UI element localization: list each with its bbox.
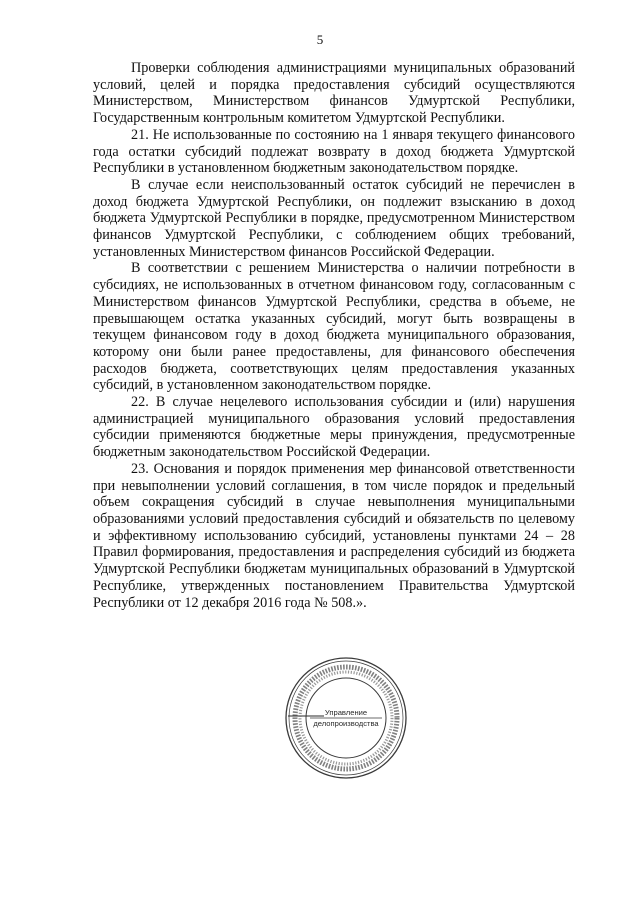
- paragraph-control: Проверки соблюдения администрациями муниципальных образований условий, целей и порядка предоставления субсидий осуществляются Министерством, Министерством финансов Удмуртской Республики, Государственным контрольным комитетом Удмуртской Республики.: [93, 60, 575, 127]
- paragraph-item-21: 21. Не использованные по состоянию на 1 января текущего финансового года остатки субсидий подлежат возврату в доход бюджета Удмуртской Республики в установленном бюджетным законодательством порядке.: [93, 126, 575, 177]
- paragraph-return: В соответствии с решением Министерства о наличии потребности в субсидиях, не использованных в отчетном финансовом году, согласованным с Министерством финансов Удмуртской Республики, средства в объеме, не превышающем остатка указанных субсидий, могут быть возвращены в текущем финансовом году в доход бюджета муниципального образования, которому они были ранее предоставлены, для финансового обеспечения расходов бюджета, соответствующих целям предоставления указанных субсидий, в установленном законодательством порядке.: [93, 260, 575, 394]
- paragraph-recovery: В случае если неиспользованный остаток субсидий не перечислен в доход бюджета Удмуртской Республики, он подлежит взысканию в доход бюджета Удмуртской Республики в порядке, предусмотренном Министерством финансов Удмуртской Республики, с соблюдением общих требований, установленных Министерством финансов Российской Федерации.: [93, 176, 575, 260]
- stamp-seal-icon: [284, 656, 408, 780]
- stamp-line-2: делопроизводства: [313, 719, 379, 728]
- paragraph-item-22: 22. В случае нецелевого использования субсидии и (или) нарушения администрацией муниципального образования условий предоставления субсидии применяются бюджетные меры принуждения, предусмотренные бюджетным законодательством Российской Федерации.: [93, 394, 575, 461]
- official-stamp: [284, 656, 408, 780]
- page-number: 5: [316, 32, 324, 47]
- paragraph-item-23: 23. Основания и порядок применения мер финансовой ответственности при невыполнении условий соглашения, в том числе порядок и предельный объем сокращения субсидий в случае невыполнения муниципальными образованиями условий предоставления субсидий и обязательств по целевому и эффективному использованию субсидий, установлены пунктами 24 – 28 Правил формирования, предоставления и распределения субсидий из бюджета Удмуртской Республики бюджетам муниципальных образований в Удмуртской Республике, утвержденных постановлением Правительства Удмуртской Республики от 12 декабря 2016 года № 508.».: [93, 460, 575, 611]
- body-text: [93, 60, 575, 611]
- stamp-line-1: Управление: [324, 708, 368, 717]
